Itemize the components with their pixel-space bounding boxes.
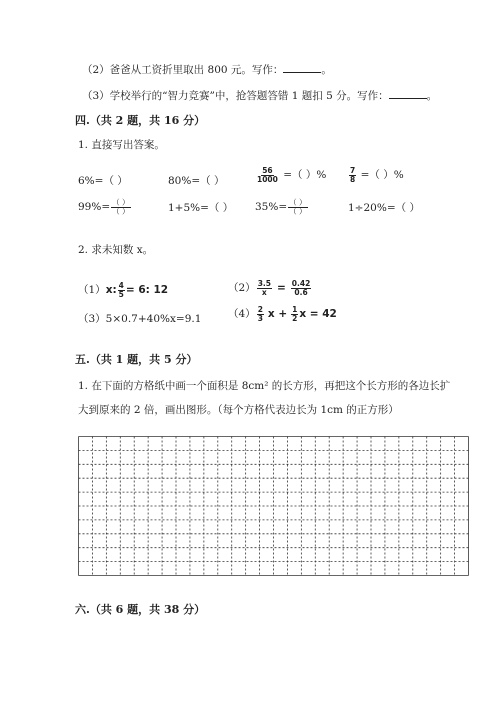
equation-2: （2） $\frac{3.5}{x}$ = $\frac{0.42}{0.6}$ [228,279,311,297]
question-3-3: （3）学校举行的“智力竞赛”中，抢答题答错 1 题扣 5 分。写作： 。 [82,90,438,102]
equation-4: （4） $\frac{2}{3}$ x + $\frac{1}{2}$ x = 42 [228,305,337,323]
fraction: $\frac{0.42}{0.6}$ [291,279,311,297]
question-5-1-line-2: 大到原来的 2 倍，画出图形。（每个方格代表边长为 1cm 的正方形） [78,404,399,416]
answer-blank[interactable] [389,98,427,99]
fraction: $\frac{3.5}{x}$ [257,279,271,297]
calc-item-3: $\frac{56}{1000}$ =（ ）% [257,166,327,184]
fraction: $\frac{7}{8}$ [350,166,356,184]
equation-3: （3）5×0.7+40%x=9.1 [78,313,202,325]
question-4-1-title: 1. 直接写出答案。 [78,139,165,151]
fraction: $\frac{( )}{( )}$ [289,198,307,216]
fraction: $\frac{2}{3}$ [257,305,263,323]
answer-blank[interactable] [283,72,321,73]
calc-item-6: 1+5%=（ ） [168,202,234,214]
section-4-title: 四.（共 2 题，共 16 分） [75,114,206,127]
section-5-title: 五.（共 1 题，共 5 分） [75,353,198,366]
equation-1: （1）x: $\frac{4}{5}$ = 6: 12 [78,281,169,299]
grid-lines [78,436,469,576]
question-4-2-title: 2. 求未知数 x。 [78,244,154,256]
section-6-title: 六.（共 6 题，共 38 分） [75,603,206,616]
calc-item-4: $\frac{7}{8}$ =（ ）% [350,166,404,184]
calc-item-2: 80%=（ ） [168,175,225,187]
question-3-2: （2）爸爸从工资折里取出 800 元。写作： 。 [82,64,332,76]
calc-item-1: 6%=（ ） [78,175,128,187]
calc-item-7: 35%= $\frac{( )}{( )}$ [255,198,307,216]
calc-item-5: 99%= $\frac{( )}{( )}$ [78,198,130,216]
fraction: $\frac{56}{1000}$ [257,166,278,184]
question-5-1-line-1: 1. 在下面的方格纸中画一个面积是 8cm² 的长方形，再把这个长方形的各边长扩 [78,380,451,392]
fraction: $\frac{1}{2}$ [292,305,298,323]
fraction: $\frac{( )}{( )}$ [112,198,130,216]
calc-item-8: 1÷20%=（ ） [348,202,420,214]
grid-paper[interactable] [78,436,469,576]
fraction: $\frac{4}{5}$ [118,281,124,299]
